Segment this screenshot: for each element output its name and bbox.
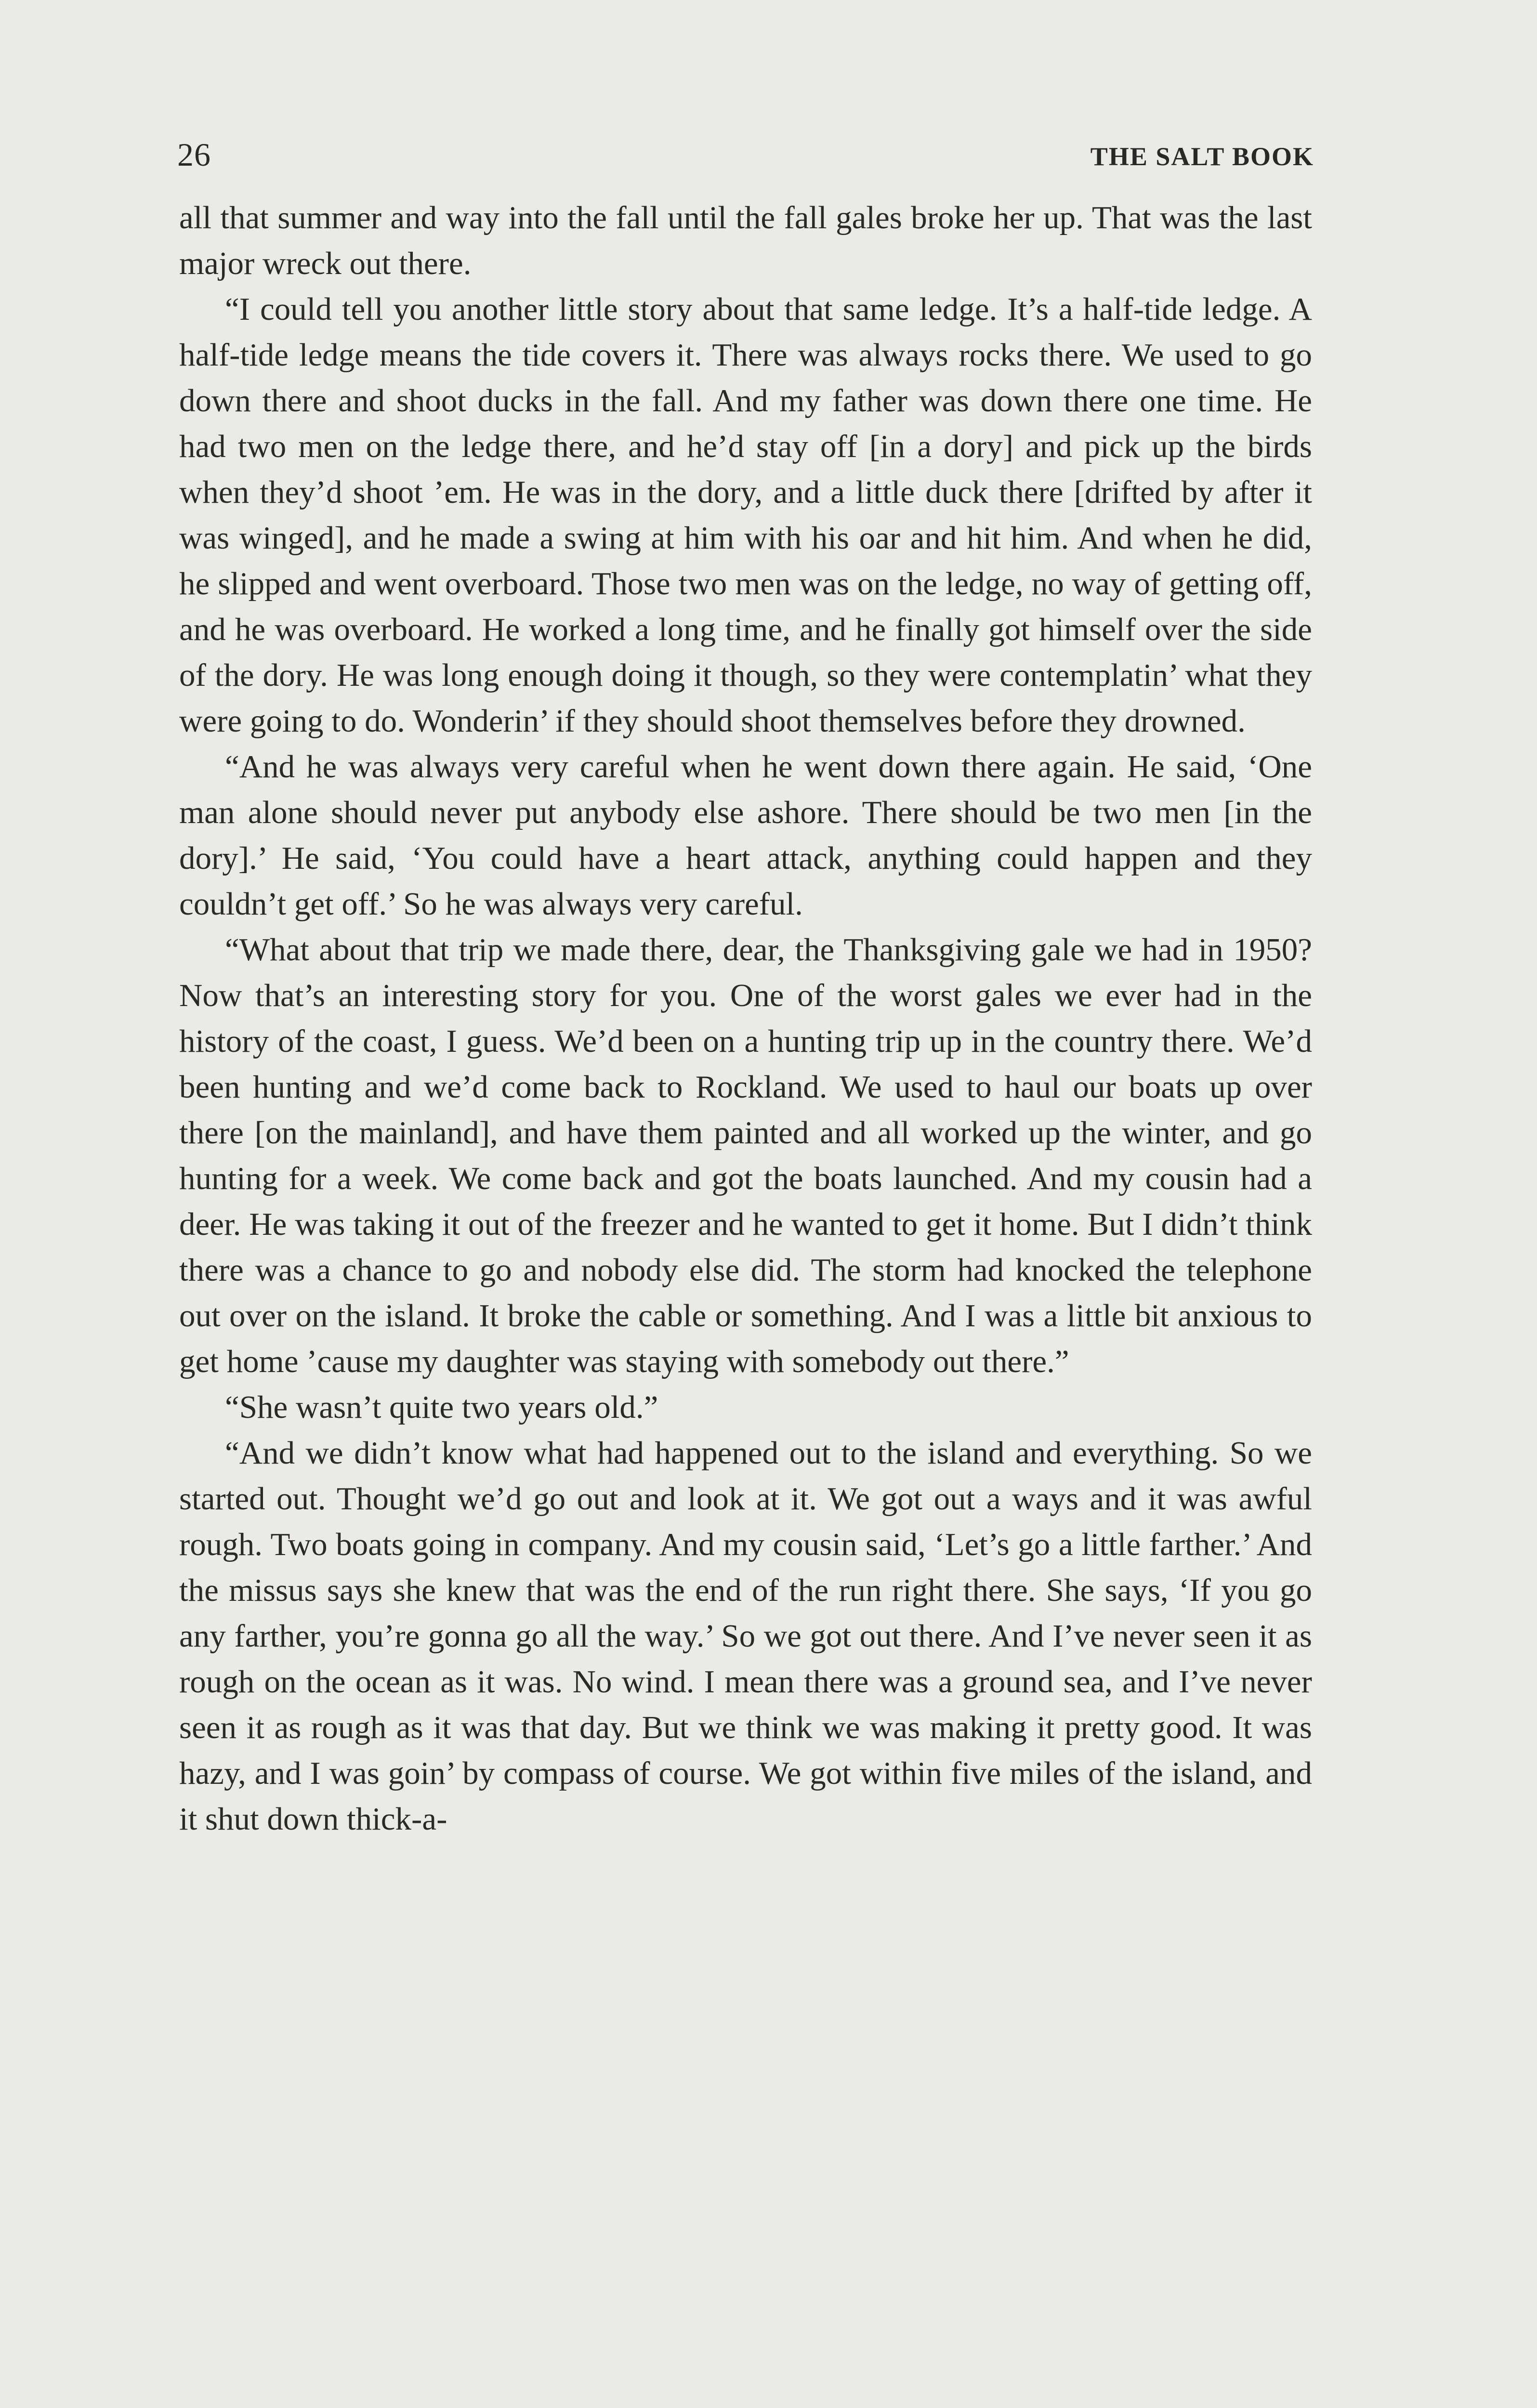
paragraph-continuation: all that summer and way into the fall until the fall gales broke her up. That was the last major wreck out there. xyxy=(179,200,1312,281)
book-title: THE SALT BOOK xyxy=(1090,142,1314,171)
running-head xyxy=(177,131,1314,184)
page-number: 26 xyxy=(177,136,211,173)
paragraph-always-careful: “And he was always very careful when he went down there again. He said, ‘One man alone should never put anybody else ashore. There should be two men [in the dory].’ He said, ‘You could have a heart attack, anything could happen and they couldn’t get off.’ So he was always very careful. xyxy=(179,749,1312,922)
paragraph-rough-sea: “And we didn’t know what had happened out to the island and everything. So we started out. Thought we’d go out and look at it. We got out a ways and it was awful rough. Two boats going in company. And my cousin said, ‘Let’s go a little farther.’ And the missus says she knew that was the end of the run right there. She says, ‘If you go any farther, you’re gonna go all the way.’ So we got out there. And I’ve never seen it as rough on the ocean as it was. No wind. I mean there was a ground sea, and I’ve never seen it as rough as it was that day. But we think we was making it pretty good. It was hazy, and I was goin’ by compass of course. We got within five miles of the island, and it shut down thick-a- xyxy=(179,1435,1312,1837)
paragraph-thanksgiving-gale: “What about that trip we made there, dear, the Thanksgiving gale we had in 1950? Now that’s an interesting story for you. One of the worst gales we ever had in the history of the coast, I guess. We’d been on a hunting trip up in the country there. We’d been hunting and we’d come back to Rockland. We used to haul our boats up over there [on the mainland], and have them painted and all worked up the winter, and go hunting for a week. We come back and got the boats launched. And my cousin had a deer. He was taking it out of the freezer and he wanted to get it home. But I didn’t think there was a chance to go and nobody else did. The storm had knocked the telephone out over on the island. It broke the cable or something. And I was a little bit anxious to get home ’cause my daughter was staying with somebody out there.” xyxy=(179,932,1312,1379)
paragraph-half-tide-ledge: “I could tell you another little story about that same ledge. It’s a half-tide ledge. A half-tide ledge means the tide covers it. There was always rocks there. We used to go down there and shoot ducks in the fall. And my father was down there one time. He had two men on the ledge there, and he’d stay off [in a dory] and pick up the birds when they’d shoot ’em. He was in the dory, and a little duck there [drifted by after it was winged], and he made a swing at him with his oar and hit him. And when he did, he slipped and went overboard. Those two men was on the ledge, no way of getting off, and he was overboard. He worked a long time, and he finally got himself over the side of the dory. He was long enough doing it though, so they were contemplatin’ what they were going to do. Wonderin’ if they should shoot themselves before they drowned. xyxy=(179,291,1312,739)
body-text xyxy=(179,195,1312,1842)
paragraph-daughter-age: “She wasn’t quite two years old.” xyxy=(225,1389,658,1425)
